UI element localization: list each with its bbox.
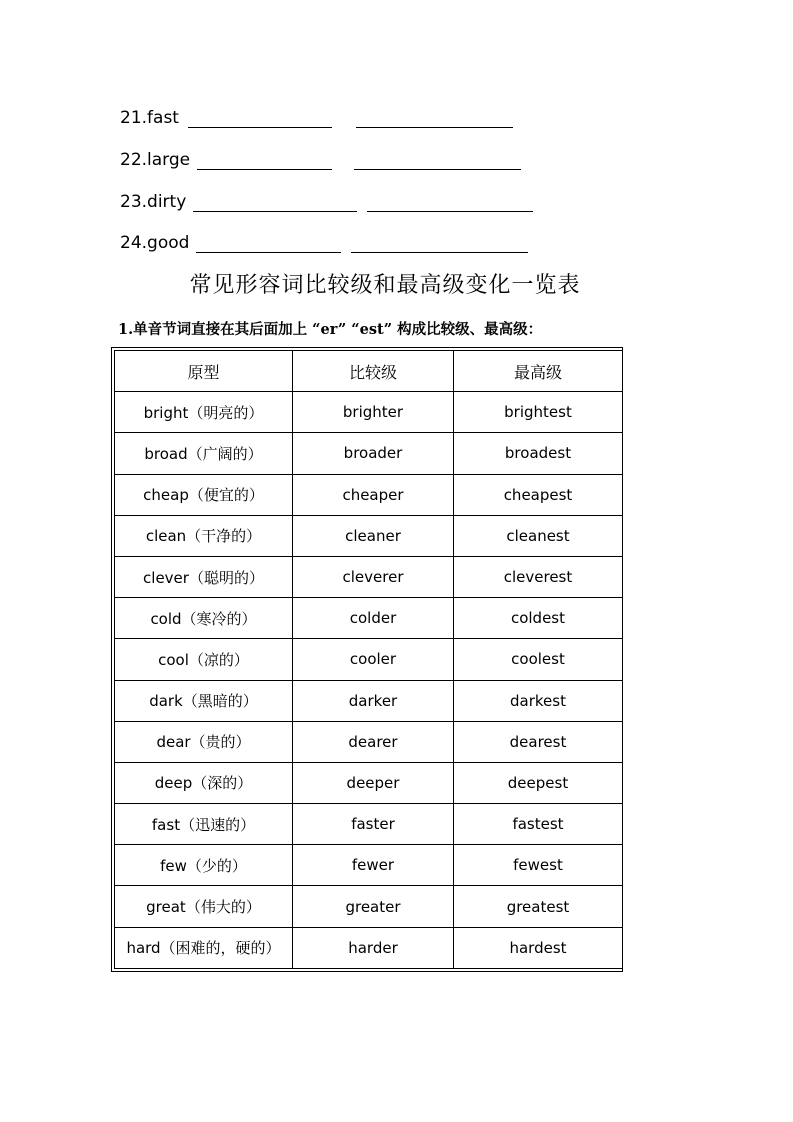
table-row	[115, 392, 623, 433]
cell-base-form: deep（深的）	[115, 762, 293, 803]
table-row	[115, 886, 623, 927]
cell-comparative: colder	[293, 598, 454, 639]
cell-comparative: deeper	[293, 762, 454, 803]
answer-blank-superlative[interactable]	[351, 234, 528, 253]
table-row	[115, 598, 623, 639]
table-row	[115, 845, 623, 886]
exercise-label: 24.good	[120, 233, 190, 253]
comparison-table	[111, 347, 623, 972]
answer-blank-superlative[interactable]	[354, 151, 521, 170]
header-superlative: 最高级	[454, 351, 623, 392]
cell-comparative: cleaner	[293, 515, 454, 556]
cell-base-form: broad（广阔的）	[115, 433, 293, 474]
cell-comparative: greater	[293, 886, 454, 927]
cell-comparative: fewer	[293, 845, 454, 886]
cell-superlative: coolest	[454, 639, 623, 680]
cell-superlative: darkest	[454, 680, 623, 721]
exercise-22	[120, 150, 521, 170]
cell-superlative: deepest	[454, 762, 623, 803]
table-row	[115, 927, 623, 968]
exercise-23	[120, 192, 533, 212]
answer-blank-superlative[interactable]	[356, 109, 513, 128]
cell-superlative: fastest	[454, 804, 623, 845]
table-row	[115, 762, 623, 803]
cell-base-form: clever（聪明的）	[115, 556, 293, 597]
answer-blank-comparative[interactable]	[193, 193, 357, 212]
answer-blank-comparative[interactable]	[197, 151, 332, 170]
table-row	[115, 474, 623, 515]
table-row	[115, 804, 623, 845]
answer-blank-comparative[interactable]	[196, 234, 341, 253]
exercise-label: 23.dirty	[120, 192, 187, 212]
cell-comparative: dearer	[293, 721, 454, 762]
cell-comparative: harder	[293, 927, 454, 968]
cell-base-form: dark（黑暗的）	[115, 680, 293, 721]
answer-blank-superlative[interactable]	[367, 193, 533, 212]
cell-comparative: brighter	[293, 392, 454, 433]
table-row	[115, 433, 623, 474]
cell-base-form: cheap（便宜的）	[115, 474, 293, 515]
cell-comparative: cheaper	[293, 474, 454, 515]
cell-superlative: coldest	[454, 598, 623, 639]
cell-comparative: faster	[293, 804, 454, 845]
cell-superlative: fewest	[454, 845, 623, 886]
cell-comparative: cleverer	[293, 556, 454, 597]
cell-base-form: hard（困难的，硬的）	[115, 927, 293, 968]
title-text: 常见形容词比较级和最高级变化一览表	[189, 273, 581, 298]
cell-superlative: broadest	[454, 433, 623, 474]
header-comparative: 比较级	[293, 351, 454, 392]
table-row	[115, 680, 623, 721]
cell-base-form: dear（贵的）	[115, 721, 293, 762]
table-header-row	[115, 351, 623, 392]
exercise-21	[120, 108, 513, 128]
table-row	[115, 721, 623, 762]
exercise-label: 21.fast	[120, 108, 179, 128]
cell-superlative: cleanest	[454, 515, 623, 556]
cell-comparative: broader	[293, 433, 454, 474]
page-title	[0, 268, 740, 299]
answer-blank-comparative[interactable]	[188, 109, 332, 128]
exercise-label: 22.large	[120, 150, 191, 170]
cell-comparative: darker	[293, 680, 454, 721]
cell-base-form: cold（寒冷的）	[115, 598, 293, 639]
cell-superlative: hardest	[454, 927, 623, 968]
cell-base-form: cool（凉的）	[115, 639, 293, 680]
cell-comparative: cooler	[293, 639, 454, 680]
cell-superlative: brightest	[454, 392, 623, 433]
cell-superlative: cheapest	[454, 474, 623, 515]
cell-base-form: fast（迅速的）	[115, 804, 293, 845]
cell-base-form: clean（干净的）	[115, 515, 293, 556]
table-row	[115, 639, 623, 680]
cell-superlative: greatest	[454, 886, 623, 927]
header-base-form: 原型	[115, 351, 293, 392]
rule-heading: 1.单音节词直接在其后面加上 “er” “est” 构成比较级、最高级：	[118, 321, 543, 338]
cell-superlative: cleverest	[454, 556, 623, 597]
table-row	[115, 556, 623, 597]
cell-base-form: great（伟大的）	[115, 886, 293, 927]
exercise-24	[120, 233, 528, 253]
cell-base-form: few（少的）	[115, 845, 293, 886]
adjective-table	[114, 350, 623, 969]
table-row	[115, 515, 623, 556]
cell-base-form: bright（明亮的）	[115, 392, 293, 433]
cell-superlative: dearest	[454, 721, 623, 762]
